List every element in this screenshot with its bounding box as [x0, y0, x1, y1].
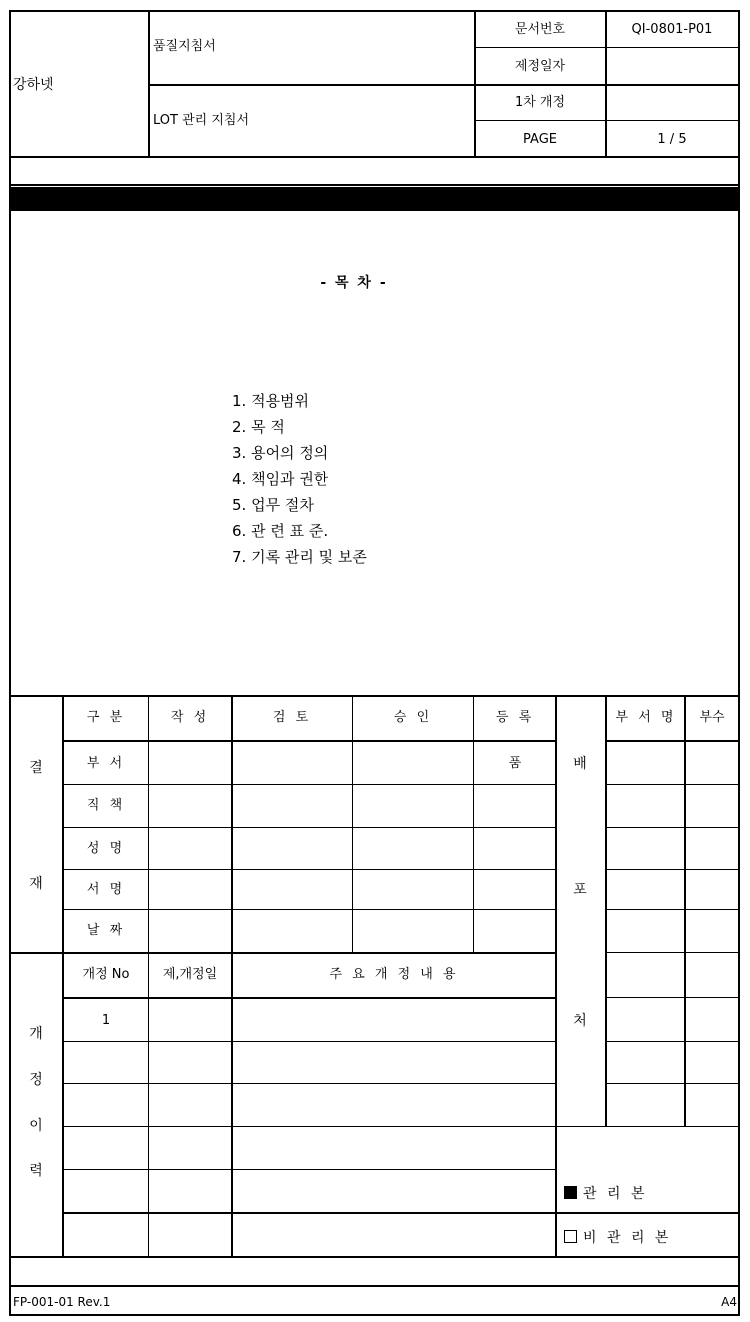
rev-header-content: 주 요 개 정 내 용 [329, 967, 459, 982]
revision-label-1: 개 [29, 1026, 43, 1042]
grid-v-line-label [62, 695, 64, 1257]
toc-item: 3. 용어의 정의 [232, 444, 329, 462]
header-mid-line [148, 84, 740, 86]
company-name: 강하넷 [13, 77, 54, 93]
toc-item: 5. 업무 절차 [232, 496, 314, 514]
paper-size: A4 [721, 1295, 737, 1309]
enact-date-label: 제정일자 [514, 59, 566, 74]
controlled-copy [564, 1186, 647, 1201]
uncontrolled-copy [564, 1230, 671, 1245]
dist-row-line [606, 827, 738, 828]
doc-title: LOT 관리 지침서 [153, 113, 250, 128]
dist-row-line [606, 1041, 738, 1042]
revision-label-4: 력 [29, 1163, 43, 1179]
approval-row-line [62, 784, 556, 785]
frame-top [9, 10, 740, 12]
dist-header-count: 부수 [699, 710, 725, 725]
toc-list [232, 388, 367, 570]
doc-number-value: QI-0801-P01 [631, 22, 713, 37]
grid-v-line [352, 695, 353, 953]
controlled-copy-label: 관 리 본 [583, 1186, 648, 1202]
dist-row-line [606, 784, 738, 785]
empty-square-icon [564, 1230, 577, 1243]
approval-label-2: 재 [29, 876, 43, 892]
rev-first-no: 1 [101, 1013, 111, 1028]
header-row-line-1 [474, 47, 740, 48]
revision-row-line [62, 1212, 738, 1214]
approval-label-1: 결 [29, 760, 43, 776]
revision-row-line [62, 1126, 738, 1127]
grid-v-line [605, 695, 607, 1127]
row-label-name: 성 명 [86, 841, 126, 856]
grid-top-line [9, 695, 740, 697]
toc-title: - 목 차 - [320, 275, 388, 291]
col-header-category: 구 분 [86, 710, 126, 725]
dist-row-line [606, 997, 738, 998]
page-label: PAGE [523, 132, 557, 147]
toc-item: 7. 기록 관리 및 보존 [232, 548, 367, 566]
col-header-author: 작 성 [170, 710, 210, 725]
revision-row-line [62, 1083, 556, 1084]
distribution-label-1: 배 [573, 756, 587, 772]
toc-item: 2. 목 적 [232, 418, 285, 436]
row-label-position: 직 책 [86, 798, 126, 813]
row-label-date: 날 짜 [86, 923, 126, 938]
row-label-dept: 부 서 [86, 756, 126, 771]
rev-header-no: 개정 No [82, 967, 130, 982]
col-header-register: 등 록 [495, 710, 535, 725]
footer-top-line [9, 1285, 740, 1287]
doc-number-label: 문서번호 [514, 22, 566, 37]
header-bottom-line [9, 156, 740, 158]
revision-header-line [62, 997, 556, 999]
distribution-label-3: 처 [573, 1013, 587, 1029]
toc-item: 4. 책임과 권한 [232, 470, 329, 488]
revision-row-line [62, 1169, 556, 1170]
header-row-line-3 [474, 120, 740, 121]
toc-item: 1. 적용범위 [232, 392, 310, 410]
col-header-approve: 승 인 [393, 710, 433, 725]
grid-v-line [555, 695, 557, 1257]
form-number: FP-001-01 Rev.1 [13, 1295, 111, 1309]
grid-v-line [231, 695, 233, 1257]
revision-row-line [62, 1041, 556, 1042]
approval-row-line [62, 869, 556, 870]
distribution-label-2: 포 [573, 882, 587, 898]
approval-header-line [62, 740, 556, 742]
page-value: 1 / 5 [657, 132, 687, 147]
revision-label-3: 이 [29, 1118, 43, 1134]
grid-v-line [473, 695, 474, 953]
uncontrolled-copy-label: 비 관 리 본 [583, 1230, 672, 1246]
register-dept-value: 품 [508, 756, 522, 771]
toc-item: 6. 관 련 표 준. [232, 522, 329, 540]
revision-label: 1차 개정 [514, 95, 566, 110]
dist-row-line [606, 909, 738, 910]
filled-square-icon [564, 1186, 577, 1199]
grid-v-line [148, 695, 149, 1257]
rev-header-date: 제,개정일 [162, 967, 218, 982]
grid-v-line [684, 695, 686, 1127]
doc-category: 품질지침서 [153, 39, 216, 54]
approval-row-line [62, 909, 556, 910]
dist-header-line [606, 740, 738, 742]
dist-row-line [606, 952, 738, 953]
grid-bottom-line [9, 1256, 740, 1258]
row-label-signature: 서 명 [86, 882, 126, 897]
frame-bottom [9, 1314, 740, 1316]
dist-header-dept: 부 서 명 [615, 710, 677, 725]
dist-row-line [606, 869, 738, 870]
dist-row-line [606, 1083, 738, 1084]
col-header-review: 검 토 [272, 710, 312, 725]
revision-label-2: 정 [29, 1072, 43, 1088]
header-separator-line [9, 184, 740, 186]
black-band [9, 187, 740, 211]
approval-row-line [62, 827, 556, 828]
